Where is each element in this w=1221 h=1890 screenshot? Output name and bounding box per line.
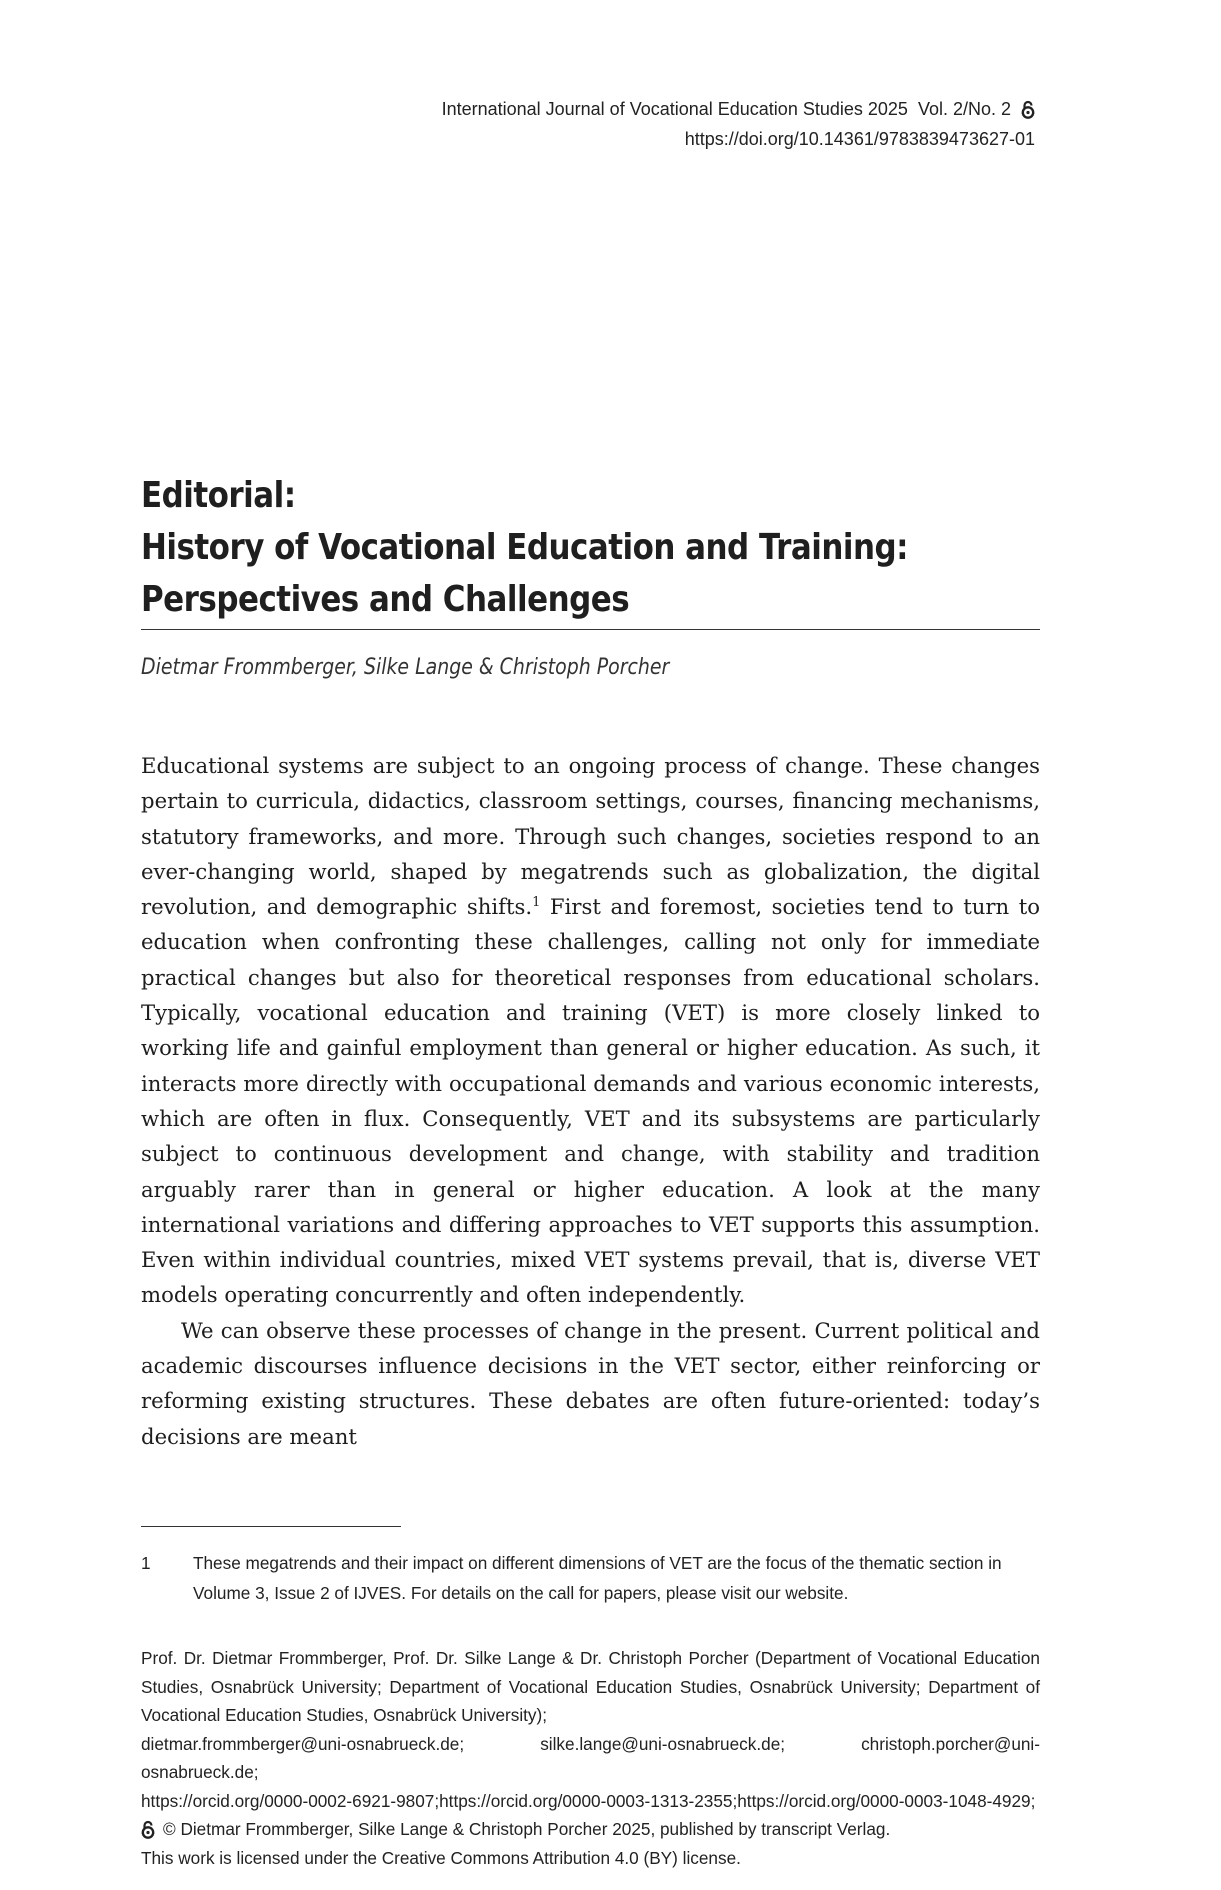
email-continuation[interactable]: osnabrueck.de; — [141, 1762, 259, 1782]
paragraph-1: Educational systems are subject to an ongoing process of change. These changes pertain to curricula, didactics, classroom settings, courses, financing mechanisms, statutory frameworks, and more. Through such changes, societies respond to an ever-changing world, shaped by megatrends such as globalization, the digital revolution, and demographic shifts.$^1$ First and foremost, societies tend to turn to education when confronting these challenges, calling not only for immediate practical changes but also for theoretical responses from educational scholars. Typically, vocational education and training (VET) is more closely linked to working life and gainful employment than general or higher education. As such, it interacts more directly with occupational demands and various economic interests, which are often in flux. Consequently, VET and its subsystems are particularly subject to continuous development and change, with stability and tradition arguably rarer than in general or higher education. A look at the many international variations and differing approaches to VET supports this assumption. Even within individual countries, mixed VET systems prevail, that is, diverse VET models operating concurrently and often independently. — [141, 753, 1041, 1308]
author-list: Dietmar Frommberger, Silke Lange & Christoph Porcher — [141, 655, 670, 680]
email-line — [141, 1730, 1040, 1759]
footnote-rule — [141, 1526, 401, 1527]
footnote — [141, 1548, 1040, 1608]
footnote-text: These megatrends and their impact on different dimensions of VET are the focus of the thematic section in Volume 3, Issue 2 of IJVES. For details on the call for papers, please visit our website. — [193, 1553, 1002, 1603]
title-line-1: Editorial: — [141, 475, 296, 516]
license-text: This work is licensed under the Creative Commons Attribution 4.0 (BY) license. — [141, 1847, 741, 1868]
footnote-reference[interactable]: 1 — [532, 895, 541, 911]
affiliation-names: Prof. Dr. Dietmar Frommberger, Prof. Dr. Silke Lange & Dr. Christoph Porcher (Department of Vocational Education Studies, Osnabrück University; Department of Vocational Education Studies, Osnabrück University; Department of Vocational Education Studies, Osnabrück University); — [141, 1648, 1040, 1725]
footnote-number: 1 — [141, 1553, 151, 1573]
body-text — [141, 748, 1040, 1454]
copyright-text: © Dietmar Frommberger, Silke Lange & Christoph Porcher 2025, published by transcript Verlag. — [163, 1819, 891, 1839]
affiliation-block — [141, 1644, 1040, 1872]
email-link[interactable]: silke.lange@uni-osnabrueck.de; — [540, 1733, 786, 1754]
title-rule — [141, 629, 1040, 630]
open-access-icon — [1021, 100, 1035, 119]
title-line-3: Perspectives and Challenges — [141, 579, 630, 620]
running-header — [442, 94, 1035, 154]
title-line-2: History of Vocational Education and Training: — [141, 527, 909, 568]
email-link[interactable]: christoph.porcher@uni- — [861, 1733, 1040, 1754]
email-link[interactable]: dietmar.frommberger@uni-osnabrueck.de; — [141, 1733, 465, 1754]
journal-line — [442, 94, 1035, 124]
orcid-links[interactable]: https://orcid.org/0000-0002-6921-9807;https://orcid.org/0000-0003-1313-2355;https://orcid.org/0000-0003-1048-4929; — [141, 1790, 1036, 1811]
journal-name: International Journal of Vocational Education Studies 2025 — [441, 99, 908, 119]
copyright-line — [141, 1815, 1040, 1844]
article-title — [141, 470, 1041, 626]
volume-issue: Vol. 2/No. 2 — [917, 99, 1011, 119]
open-access-icon — [141, 1820, 155, 1839]
doi-link[interactable]: https://doi.org/10.14361/9783839473627-01 — [684, 129, 1035, 149]
paragraph-2: We can observe these processes of change in the present. Current political and academic discourses influence decisions in the VET sector, either reinforcing or reforming existing structures. These debates are often future-oriented: today’s decisions are meant — [141, 1317, 1040, 1449]
